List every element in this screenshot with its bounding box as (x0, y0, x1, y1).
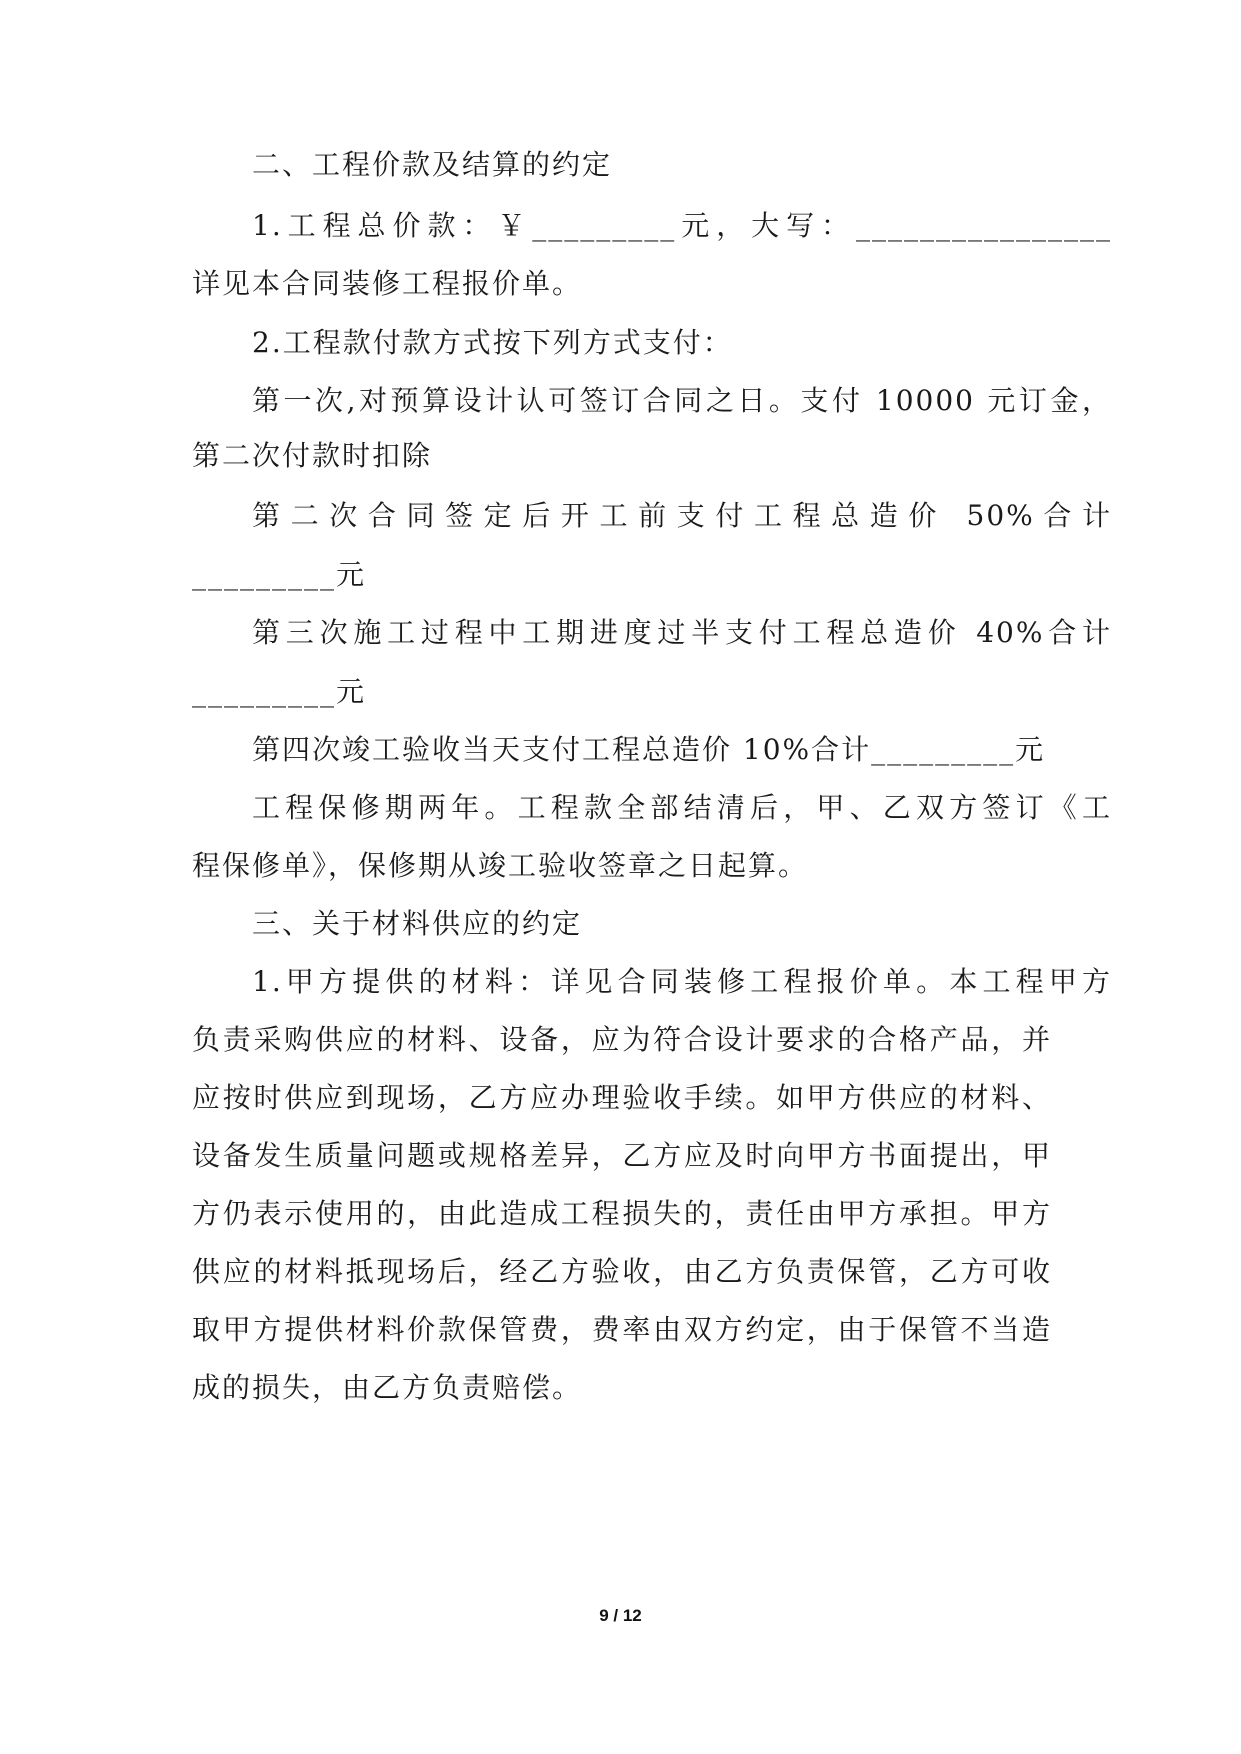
paragraph-line: 程保修单》，保修期从竣工验收签章之日起算。 (192, 849, 809, 882)
paragraph-line: 第二次付款时扣除 (192, 439, 433, 472)
section-heading-price-settlement: 二、工程价款及结算的约定 (252, 148, 613, 181)
page-number: 9 / 12 (599, 1606, 642, 1625)
paragraph-line: 应按时供应到现场，乙方应办理验收手续。如甲方供应的材料、 (192, 1081, 1052, 1114)
paragraph-line: 负责采购供应的材料、设备，应为符合设计要求的合格产品，并 (192, 1023, 1052, 1056)
paragraph-line: 第四次竣工验收当天支付工程总造价 10%合计_________元 (252, 733, 1046, 766)
paragraph-line: 工程保修期两年。工程款全部结清后，甲、乙双方签订《工 (252, 791, 1112, 824)
paragraph-line: 2.工程款付款方式按下列方式支付： (252, 326, 733, 359)
paragraph-line: 第三次施工过程中工期进度过半支付工程总造价 40%合计 (252, 616, 1112, 649)
paragraph-line: _________元 (192, 675, 367, 708)
paragraph-line: 1.甲方提供的材料：详见合同装修工程报价单。本工程甲方 (252, 965, 1112, 998)
paragraph-line: 取甲方提供材料价款保管费，费率由双方约定，由于保管不当造 (192, 1313, 1052, 1346)
paragraph-line: 第一次,对预算设计认可签订合同之日。支付 10000 元订金， (252, 384, 1112, 417)
paragraph-line: 第二次合同签定后开工前支付工程总造价 50%合计 (252, 499, 1112, 532)
paragraph-line: 成的损失，由乙方负责赔偿。 (192, 1371, 583, 1404)
paragraph-line: 详见本合同装修工程报价单。 (192, 267, 583, 300)
section-heading-material-supply: 三、关于材料供应的约定 (252, 907, 583, 940)
paragraph-line: 方仍表示使用的，由此造成工程损失的，责任由甲方承担。甲方 (192, 1197, 1052, 1230)
paragraph-line: _________元 (192, 558, 367, 591)
paragraph-line: 供应的材料抵现场后，经乙方验收，由乙方负责保管，乙方可收 (192, 1255, 1052, 1288)
paragraph-line: 设备发生质量问题或规格差异，乙方应及时向甲方书面提出，甲 (192, 1139, 1052, 1172)
paragraph-line: 1.工程总价款：￥_________元，大写：________________ (252, 209, 1112, 242)
